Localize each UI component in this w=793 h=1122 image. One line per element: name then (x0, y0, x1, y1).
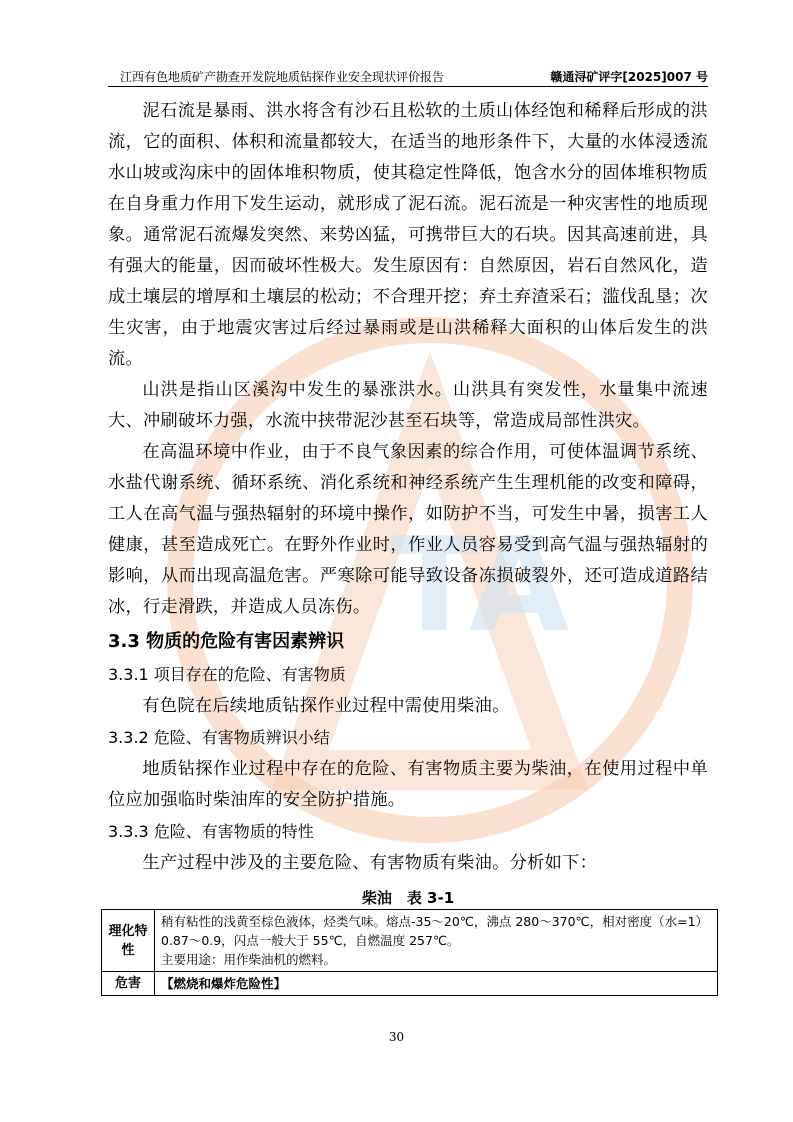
subsection-1-text: 有色院在后续地质钻探作业过程中需使用柴油。 (142, 696, 510, 716)
subsection-1-title: 3.3.1 项目存在的危险、有害物质 (108, 665, 346, 684)
table-cell: 【燃烧和爆炸危险性】 (155, 972, 718, 996)
page-header (108, 66, 708, 87)
page-number: 30 (388, 1030, 405, 1044)
main-use-text: 主要用途：用作柴油机的燃料。 (161, 952, 337, 967)
paragraph-high-temperature: 在高温环境中作业，由于不良气象因素的综合作用，可使体温调节系统、水盐代谢系统、循环系统、消化系统和神经系统产生生理机能的改变和障碍，工人在高气温与强热辐射的环境中操作，如防护不当，可发生中暑，损害工人健康，甚至造成死亡。在野外作业时，作业人员容易受到高气温与强热辐射的影响，从而出现高温危害。严寒除可能导致设备冻损破裂外，还可造成道路结冰，行走滑跌，并造成人员冻伤。 (108, 442, 708, 617)
subsection-3-title: 3.3.3 危险、有害物质的特性 (108, 822, 314, 841)
table-row-label: 理化特性 (102, 910, 155, 972)
table-row (102, 910, 718, 972)
watermark-letters: TA (390, 509, 570, 661)
section-title: 3.3 物质的危险有害因素辨识 (108, 631, 345, 652)
subsection-3-text: 生产过程中涉及的主要危险、有害物质有柴油。分析如下： (142, 853, 598, 873)
header-report-number: 赣通浔矿评字[2025]007 号 (550, 70, 708, 84)
paragraph-flash-flood: 山洪是指山区溪沟中发生的暴涨洪水。山洪具有突发性，水量集中流速大、冲刷破坏力强，水流中挟带泥沙甚至石块等，常造成局部性洪灾。 (108, 380, 708, 431)
subsection-2-title: 3.3.2 危险、有害物质辨识小结 (108, 728, 330, 747)
diesel-properties-table (101, 909, 718, 996)
paragraph-debris-flow: 泥石流是暴雨、洪水将含有沙石且松软的土质山体经饱和稀释后形成的洪流，它的面积、体积和流量都较大，在适当的地形条件下，大量的水体浸透流水山坡或沟床中的固体堆积物质，使其稳定性降低，饱含水分的固体堆积物质在自身重力作用下发生运动，就形成了泥石流。泥石流是一种灾害性的地质现象。通常泥石流爆发突然、来势凶猛，可携带巨大的石块。因其高速前进，具有强大的能量，因而破坏性极大。发生原因有：自然原因，岩石自然风化，造成土壤层的增厚和土壤层的松动；不合理开挖；弃土弃渣采石；滥伐乱垦；次生灾害，由于地震灾害过后经过暴雨或是山洪稀释大面积的山体后发生的洪流。 (108, 101, 708, 369)
table-cell (155, 910, 718, 972)
table-row-label: 危害 (102, 972, 155, 996)
physical-properties-text: 稍有粘性的浅黄至棕色液体，烃类气味。熔点-35～20℃，沸点 280～370℃，相对密度（水=1） 0.87～0.9，闪点一般大于 55℃，自燃温度 257℃。 (161, 914, 709, 948)
header-report-title: 江西有色地质矿产勘查开发院地质钻探作业安全现状评价报告 (120, 70, 445, 84)
subsection-2-text: 地质钻探作业过程中存在的危险、有害物质主要为柴油，在使用过程中单位应加强临时柴油库的安全防护措施。 (108, 759, 708, 810)
page-content (108, 96, 708, 996)
table-row (102, 972, 718, 996)
table-caption: 柴油 表 3-1 (361, 889, 455, 907)
